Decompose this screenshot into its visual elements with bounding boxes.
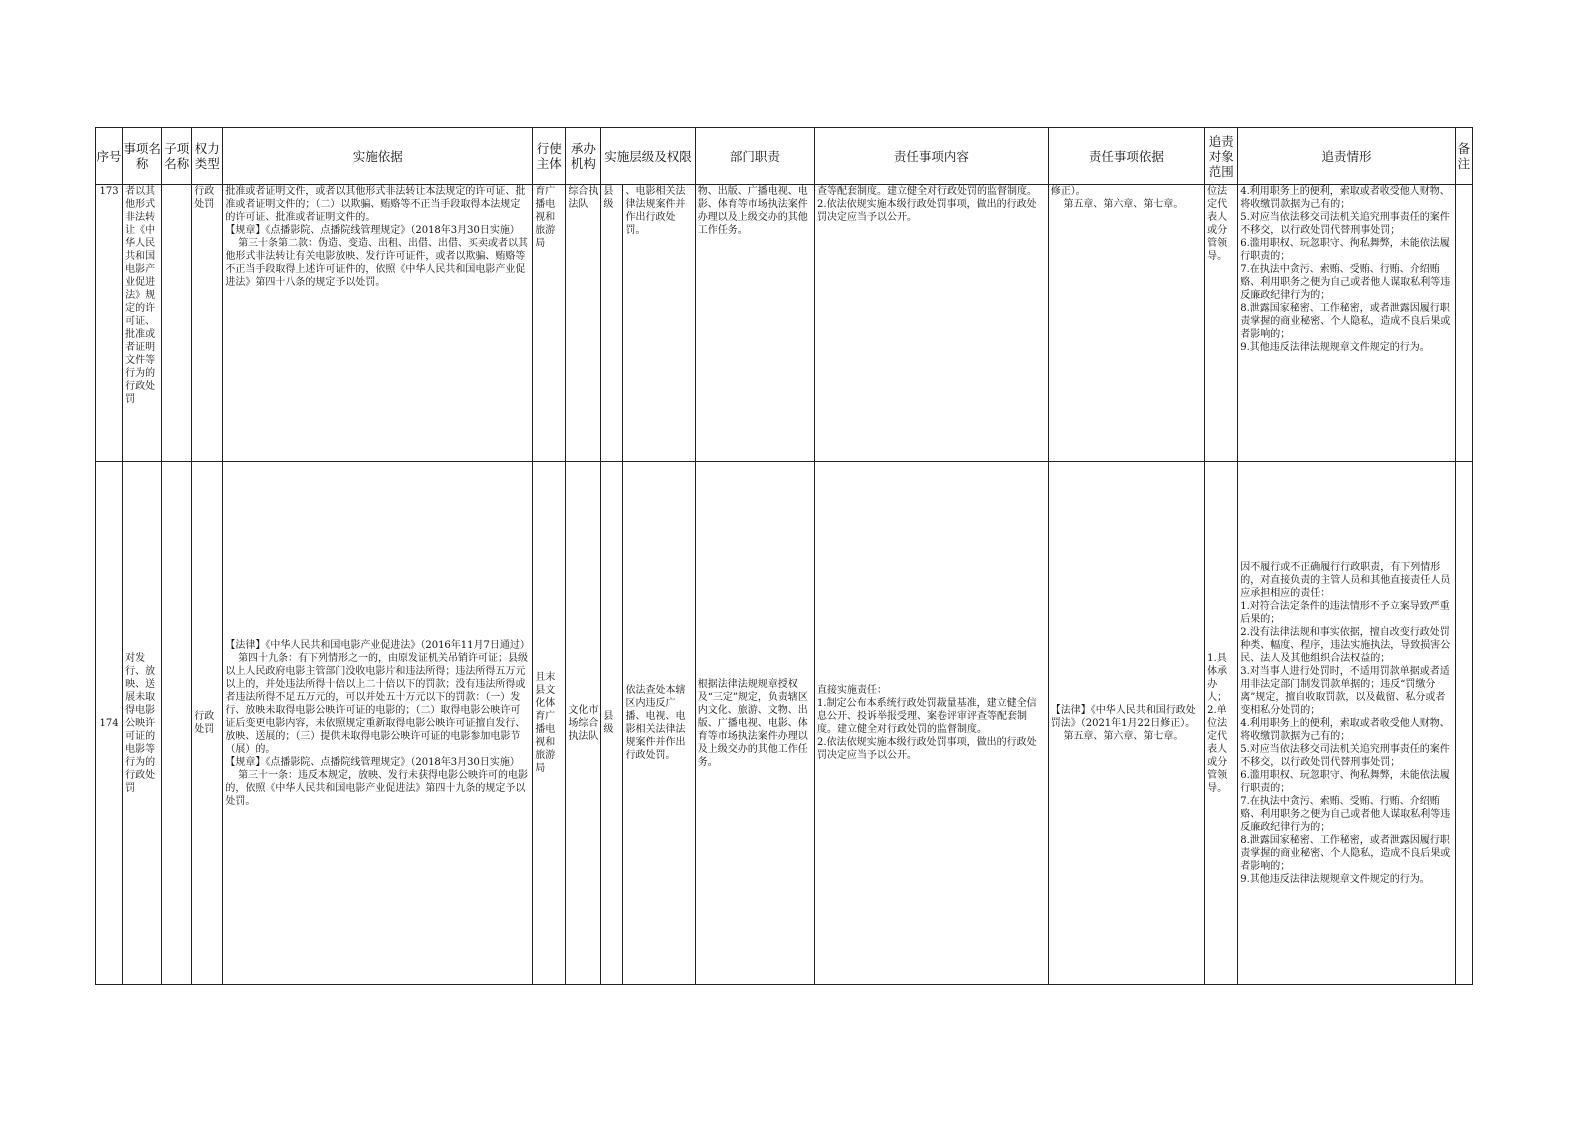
- agency-cell: [566, 462, 601, 985]
- duty: 物、出版、广播电视、电影、体育等市场执法案件办理以及上级交办的其他工作任务。: [697, 186, 808, 236]
- agency-cell: [566, 185, 601, 462]
- resp-content-cell: [815, 185, 1049, 462]
- duty-cell: [695, 462, 814, 985]
- seq: 173: [99, 186, 119, 197]
- power-type: 行政处罚: [194, 186, 215, 210]
- accountability-cell: [1238, 185, 1456, 462]
- subject-cell: [533, 185, 566, 462]
- header-accountability: 追责情形: [1238, 128, 1456, 185]
- level-a-cell: [601, 462, 623, 985]
- header-level: 实施层级及权限: [601, 128, 695, 185]
- accountability: 4.利用职务上的便利，索取或者收受他人财物、将收缴罚款据为己有的； 5.对应当依法移交司法机关追究刑事责任的案件不移交，以行政处罚代替刑事处罚； 6.滥用职权、玩忽职守、徇私舞弊，未能依法履行职责的； 7.在执法中贪污、索贿、受贿、行贿、介绍贿赂、利用职务之便为自己或者他人谋取私利等违反廉政纪律行为的； 8.泄露国家秘密、工作秘密，或者泄露因履行职责掌握的商业秘密、个人隐私，造成不良后果或者影响的； 9.其他违反法律法规规章文件规定的行为。: [1240, 186, 1451, 353]
- remarks-cell: [1455, 462, 1472, 985]
- level-a-cell: [601, 185, 623, 462]
- level-b-cell: [623, 185, 695, 462]
- header-resp-basis: 责任事项依据: [1048, 128, 1204, 185]
- header-agency: 承办机构: [566, 128, 601, 185]
- agency: 综合执法队: [568, 186, 599, 210]
- seq: 174: [99, 717, 119, 729]
- accountability-cell: [1238, 462, 1456, 985]
- duty: 根据法律法规规章授权及“三定”规定，负责辖区内文化、旅游、文物、出版、广播电视、电影、体育等市场执法案件办理以及上级交办的其他工作任务。: [697, 678, 808, 768]
- subject-cell: [533, 462, 566, 985]
- accountability: 因不履行或不正确履行行政职责，有下列情形的，对直接负责的主管人员和其他直接责任人员应承担相应的责任： 1.对符合法定条件的违法情形不予立案导致严重后果的； 2.没有法律法规和事实依据，擅自改变行政处罚种类、幅度、程序，违法实施执法，导致损害公民、法人及其他组织合法权益的； 3.对当事人进行处罚时，不适用罚款单据或者适用非法定部门制发罚款单据的；违反“罚缴分离”规定，擅自收取罚款，以及截留、私分或者变相私分处罚的； 4.利用职务上的便利，索取或者收受他人财物、将收缴罚款据为己有的； 5.对应当依法移交司法机关追究刑事责任的案件不移交，以行政处罚代替刑事处罚； 6.滥用职权、玩忽职守、徇私舞弊，未能依法履行职责的； 7.在执法中贪污、索贿、受贿、行贿、介绍贿赂、利用职务之便为自己或者他人谋取私利等违反廉政纪律行为的； 8.泄露国家秘密、工作秘密，或者泄露因履行职责掌握的商业秘密、个人隐私，造成不良后果或者影响的； 9.其他违反法律法规规章文件规定的行为。: [1240, 561, 1451, 885]
- remarks-cell: [1455, 185, 1472, 462]
- seq-cell: [96, 185, 123, 462]
- subject: 育广播电视和旅游局: [535, 186, 556, 249]
- power-type-cell: [192, 462, 223, 985]
- power-type-cell: [192, 185, 223, 462]
- item-name-cell: [123, 185, 162, 462]
- basis-cell: [223, 462, 533, 985]
- sub-item-cell: [162, 462, 192, 985]
- header-subject: 行使主体: [533, 128, 566, 185]
- seq-cell: [96, 462, 123, 985]
- basis-cell: [223, 185, 533, 462]
- header-scope: 追责对象范围: [1205, 128, 1238, 185]
- header-remarks: 备注: [1455, 128, 1472, 185]
- item-name: 者以其他形式非法转让《中华人民共和国电影产业促进法》规定的许可证、批准或者证明文件等行为的行政处罚: [125, 186, 156, 405]
- power-type: 行政处罚: [194, 711, 215, 735]
- header-item-name: 事项名称: [123, 128, 162, 185]
- level-b: 、电影相关法律法规案件并作出行政处罚。: [625, 186, 686, 236]
- resp-content: 直接实施责任： 1.制定公布本系统行政处罚裁量基准，建立健全信息公开、投诉举报受理、案卷评审评查等配套制度。建立健全对行政处罚的监督制度。 2.依法依规实施本级行政处罚事项，做出的行政处罚决定应当予以公开。: [817, 685, 1037, 761]
- level-b-cell: [623, 462, 695, 985]
- scope-cell: [1205, 185, 1238, 462]
- header-duty: 部门职责: [695, 128, 814, 185]
- header-row: [96, 128, 1473, 185]
- header-resp-content: 责任事项内容: [815, 128, 1049, 185]
- basis: 批准或者证明文件，或者以其他形式非法转让本法规定的许可证、批准或者证明文件的；（二）以欺骗、贿赂等不正当手段取得本法规定的许可证、批准或者证明文件的。 【规章】《点播影院、点播院线管理规定》（2018年3月30日实施） 第三十条第二款：伪造、变造、出租、出借、出借、买卖或者以其他形式非法转让有关电影放映、发行许可证件，或者以欺骗、贿赂等不正当手段取得上述许可证件的，依照《中华人民共和国电影产业促进法》第四十八条的规定予以处罚。: [225, 186, 529, 288]
- table-row: [96, 462, 1473, 985]
- duty-cell: [695, 185, 814, 462]
- level-b: 依法查处本辖区内违反广播、电视、电影相关法律法规案件并作出行政处罚。: [625, 685, 686, 761]
- scope-cell: [1205, 462, 1238, 985]
- header-seq: 序号: [96, 128, 123, 185]
- resp-basis: 【法律】《中华人民共和国行政处罚法》（2021年1月22日修正）。 第五章、第六章、第七章。: [1050, 704, 1196, 742]
- header-sub-item: 子项名称: [162, 128, 192, 185]
- table-row: [96, 185, 1473, 462]
- basis: 【法律】《中华人民共和国电影产业促进法》（2016年11月7日通过） 第四十九条：有下列情形之一的，由原发证机关吊销许可证；县级以上人民政府电影主管部门没收电影片和违法所得；违法所得五万元以上的，并处违法所得十倍以上二十倍以下的罚款；没有违法所得或者违法所得不足五万元的，可以并处五十万元以下的罚款：（一）发行、放映未取得电影公映许可证的电影的；（二）取得电影公映许可证后变更电影内容，未依照规定重新取得电影公映许可证擅自发行、放映、送展的；（三）提供未取得电影公映许可证的电影参加电影节（展）的。 【规章】《点播影院、点播院线管理规定》（2018年3月30日实施） 第三十一条：违反本规定，放映、发行未获得电影公映许可的电影的，依照《中华人民共和国电影产业促进法》第四十九条的规定予以处罚。: [225, 639, 530, 807]
- item-name: 对发行、放映、送展未取得电影公映许可证的电影等行为的行政处罚: [125, 652, 156, 794]
- header-power-type: 权力类型: [192, 128, 223, 185]
- resp-content-cell: [815, 462, 1049, 985]
- subject: 且末县文化体育广播电视和旅游局: [535, 672, 556, 774]
- sub-item-cell: [162, 185, 192, 462]
- resp-basis-cell: [1048, 185, 1204, 462]
- scope: 位法定代表人或分管领导。: [1207, 186, 1228, 262]
- level-a: 县级: [603, 711, 614, 735]
- resp-basis: 修正）。 第五章、第六章、第七章。: [1050, 186, 1184, 210]
- resp-content: 查等配套制度。建立健全对行政处罚的监督制度。 2.依法依规实施本级行政处罚事项，做出的行政处罚决定应当予以公开。: [817, 186, 1038, 223]
- level-a: 县级: [603, 186, 614, 210]
- agency: 文化市场综合执法队: [568, 704, 599, 742]
- item-name-cell: [123, 462, 162, 985]
- power-list-table: [95, 127, 1473, 985]
- resp-basis-cell: [1048, 462, 1204, 985]
- header-basis: 实施依据: [223, 128, 533, 185]
- scope: 1.具体承办人； 2.单位法定代表人或分管领导。: [1207, 652, 1228, 794]
